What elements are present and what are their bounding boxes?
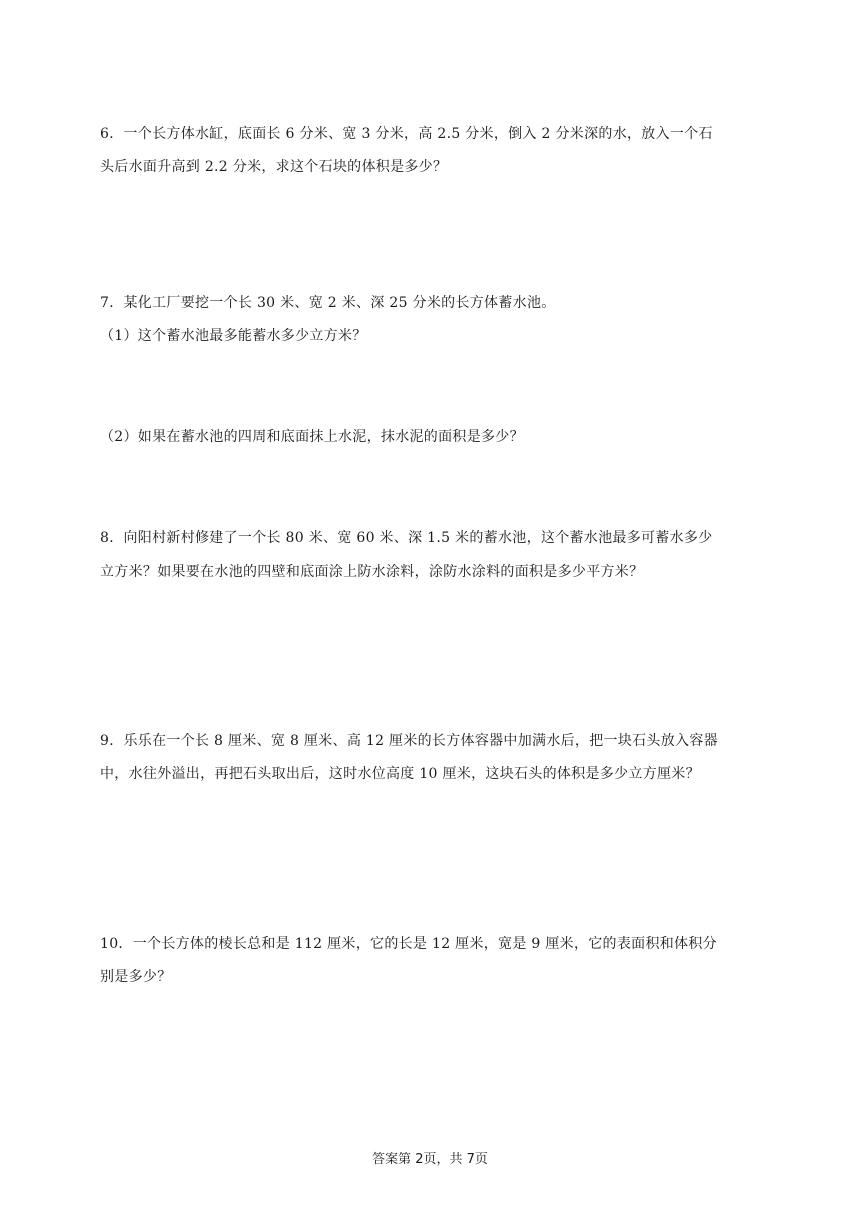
question-7-part-2: （2）如果在蓄水池的四周和底面抹上水泥，抹水泥的面积是多少？ xyxy=(100,429,524,445)
question-10-line-1: 10．一个长方体的棱长总和是 112 厘米，它的长是 12 厘米，宽是 9 厘米，它的表面积和体积分 xyxy=(100,936,717,952)
question-10-line-2: 别是多少？ xyxy=(100,969,172,985)
question-7-line-1: 7．某化工厂要挖一个长 30 米、宽 2 米、深 25 分米的长方体蓄水池。 xyxy=(100,295,556,311)
question-7-part-1: （1）这个蓄水池最多能蓄水多少立方米？ xyxy=(100,328,367,344)
question-6-line-2: 头后水面升高到 2.2 分米，求这个石块的体积是多少？ xyxy=(100,159,448,175)
question-9-line-2: 中，水往外溢出，再把石头取出后，这时水位高度 10 厘米，这块石头的体积是多少立方厘米？ xyxy=(100,766,700,782)
page-footer: 答案第 2页，共 7页 xyxy=(372,1152,488,1167)
question-8-line-2: 立方米？如果要在水池的四壁和底面涂上防水涂料，涂防水涂料的面积是多少平方米？ xyxy=(100,564,644,580)
question-6-line-1: 6．一个长方体水缸，底面长 6 分米、宽 3 分米，高 2.5 分米，倒入 2 分米深的水，放入一个石 xyxy=(100,126,713,142)
question-9-line-1: 9．乐乐在一个长 8 厘米、宽 8 厘米、高 12 厘米的长方体容器中加满水后，把一块石头放入容器 xyxy=(100,733,718,749)
question-8-line-1: 8．向阳村新村修建了一个长 80 米、宽 60 米、深 1.5 米的蓄水池，这个蓄水池最多可蓄水多少 xyxy=(100,530,713,546)
